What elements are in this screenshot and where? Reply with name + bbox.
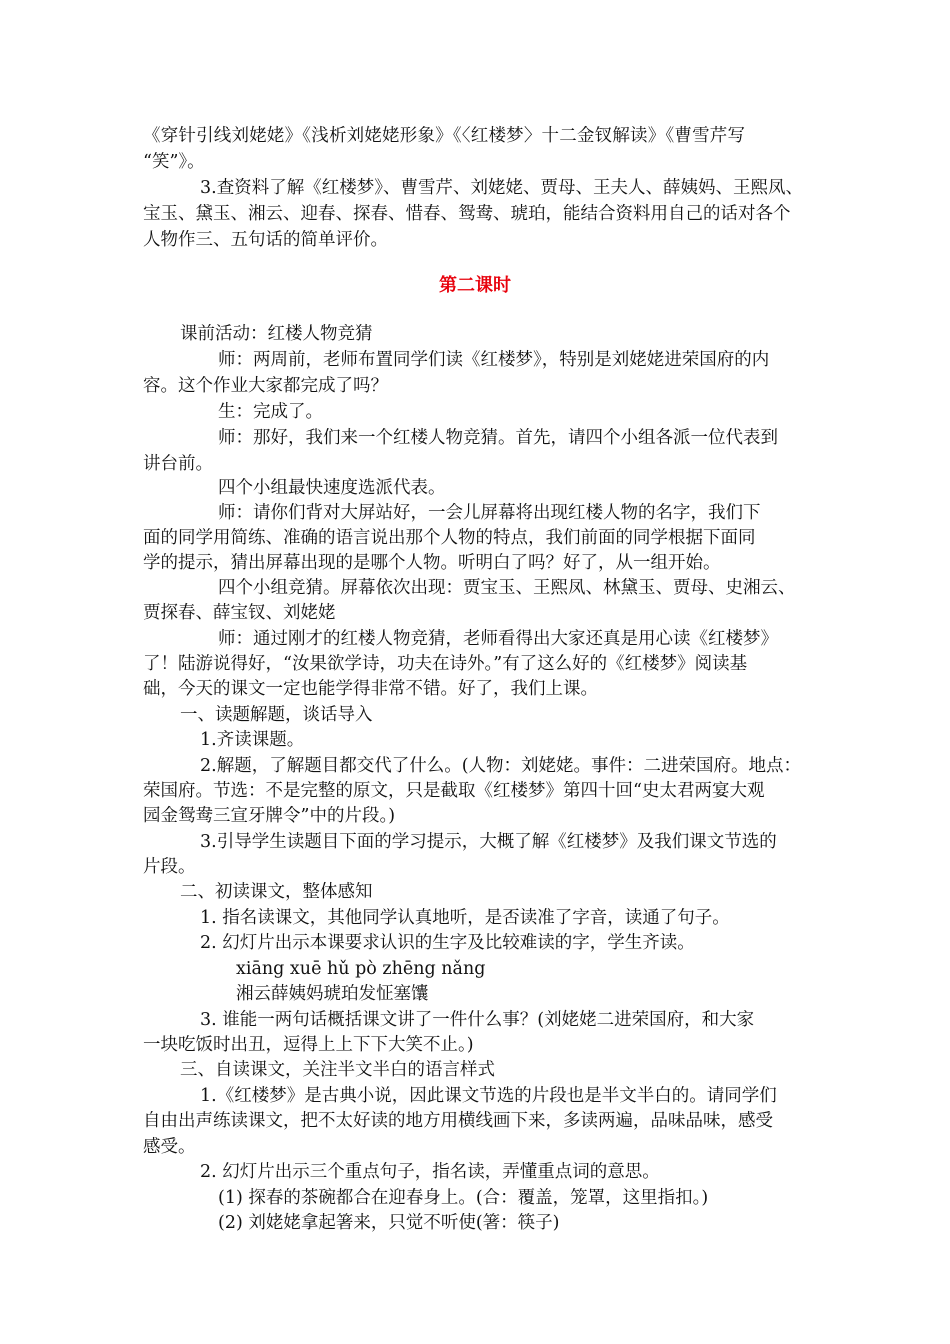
text-line: 一块吃饭时出丑，逗得上上下下大笑不止。): [143, 1035, 474, 1055]
text-line: 3. 谁能一两句话概括课文讲了一件什么事？(刘姥姥二进荣国府，和大家: [200, 1010, 755, 1030]
text-line: 四个小组竞猜。屏幕依次出现：贾宝玉、王熙凤、林黛玉、贾母、史湘云、: [218, 578, 796, 598]
text-line: 感受。: [143, 1137, 196, 1157]
text-line: 课前活动：红楼人物竞猜: [180, 324, 373, 344]
text-line: 四个小组最快速度选派代表。: [218, 478, 446, 498]
text-line: 了！陆游说得好，“汝果欲学诗，功夫在诗外。”有了这么好的《红楼梦》阅读基: [143, 654, 748, 674]
text-line: 一、读题解题，谈话导入: [180, 705, 373, 725]
text-line: 1.齐读课题。: [200, 730, 305, 750]
text-line: 础，今天的课文一定也能学得非常不错。好了，我们上课。: [143, 679, 598, 699]
text-line: (2) 刘姥姥拿起箸来，只觉不听使(箸：筷子): [218, 1213, 560, 1233]
text-line: “笑”》。: [143, 152, 205, 172]
text-line: 面的同学用简练、准确的语言说出那个人物的特点，我们前面的同学根据下面同: [143, 528, 756, 548]
text-line: 宝玉、黛玉、湘云、迎春、探春、惜春、鸳鸯、琥珀，能结合资料用自己的话对各个: [143, 204, 791, 224]
text-line: 师：通过刚才的红楼人物竞猜，老师看得出大家还真是用心读《红楼梦》: [218, 629, 778, 649]
text-line: 人物作三、五句话的简单评价。: [143, 230, 388, 250]
text-line: 3.查资料了解《红楼梦》、曹雪芹、刘姥姥、贾母、王夫人、薛姨妈、王熙凤、: [200, 178, 803, 198]
text-line: 《穿针引线刘姥姥》《浅析刘姥姥形象》《〈红楼梦〉十二金钗解读》《曹雪芹写: [143, 126, 746, 146]
pinyin-line: xiāng xuē hǔ pò zhēng nǎng: [236, 959, 486, 979]
text-line: 园金鸳鸯三宣牙牌令”中的片段。): [143, 806, 396, 826]
text-line: 湘云薛姨妈琥珀发怔塞馕: [236, 984, 429, 1004]
text-line: 3.引导学生读题目下面的学习提示，大概了解《红楼梦》及我们课文节选的: [200, 832, 777, 852]
text-line: 片段。: [143, 857, 196, 877]
text-line: 2. 幻灯片出示三个重点句子，指名读，弄懂重点词的意思。: [200, 1162, 660, 1182]
text-line: 二、初读课文，整体感知: [180, 882, 373, 902]
text-line: 三、自读课文，关注半文半白的语言样式: [180, 1060, 495, 1080]
text-line: (1) 探春的茶碗都合在迎春身上。(合：覆盖，笼罩，这里指扣。): [218, 1188, 709, 1208]
text-line: 生：完成了。: [218, 402, 323, 422]
text-line: 荣国府。节选：不是完整的原文，只是截取《红楼梦》第四十回“史太君两宴大观: [143, 781, 765, 801]
text-line: 2.解题，了解题目都交代了什么。(人物：刘姥姥。事件：二进荣国府。地点：: [200, 756, 802, 776]
text-line: 师：请你们背对大屏站好，一会儿屏幕将出现红楼人物的名字，我们下: [218, 503, 761, 523]
text-line: 1.《红楼梦》是古典小说，因此课文节选的片段也是半文半白的。请同学们: [200, 1086, 777, 1106]
text-line: 师：那好，我们来一个红楼人物竞猜。首先，请四个小组各派一位代表到: [218, 428, 778, 448]
text-line: 1. 指名读课文，其他同学认真地听，是否读准了字音，读通了句子。: [200, 908, 730, 928]
text-line: 学的提示，猜出屏幕出现的是哪个人物。听明白了吗？好了，从一组开始。: [143, 553, 721, 573]
text-line: 自由出声练读课文，把不太好读的地方用横线画下来，多读两遍，品味品味，感受: [143, 1111, 773, 1131]
text-line: 师：两周前，老师布置同学们读《红楼梦》，特别是刘姥姥进荣国府的内: [218, 350, 770, 370]
section-title: 第二课时: [439, 275, 511, 296]
text-line: 容。这个作业大家都完成了吗？: [143, 376, 388, 396]
text-line: 贾探春、薛宝钗、刘姥姥: [143, 603, 336, 623]
text-line: 2. 幻灯片出示本课要求认识的生字及比较难读的字，学生齐读。: [200, 933, 695, 953]
text-line: 讲台前。: [143, 454, 213, 474]
